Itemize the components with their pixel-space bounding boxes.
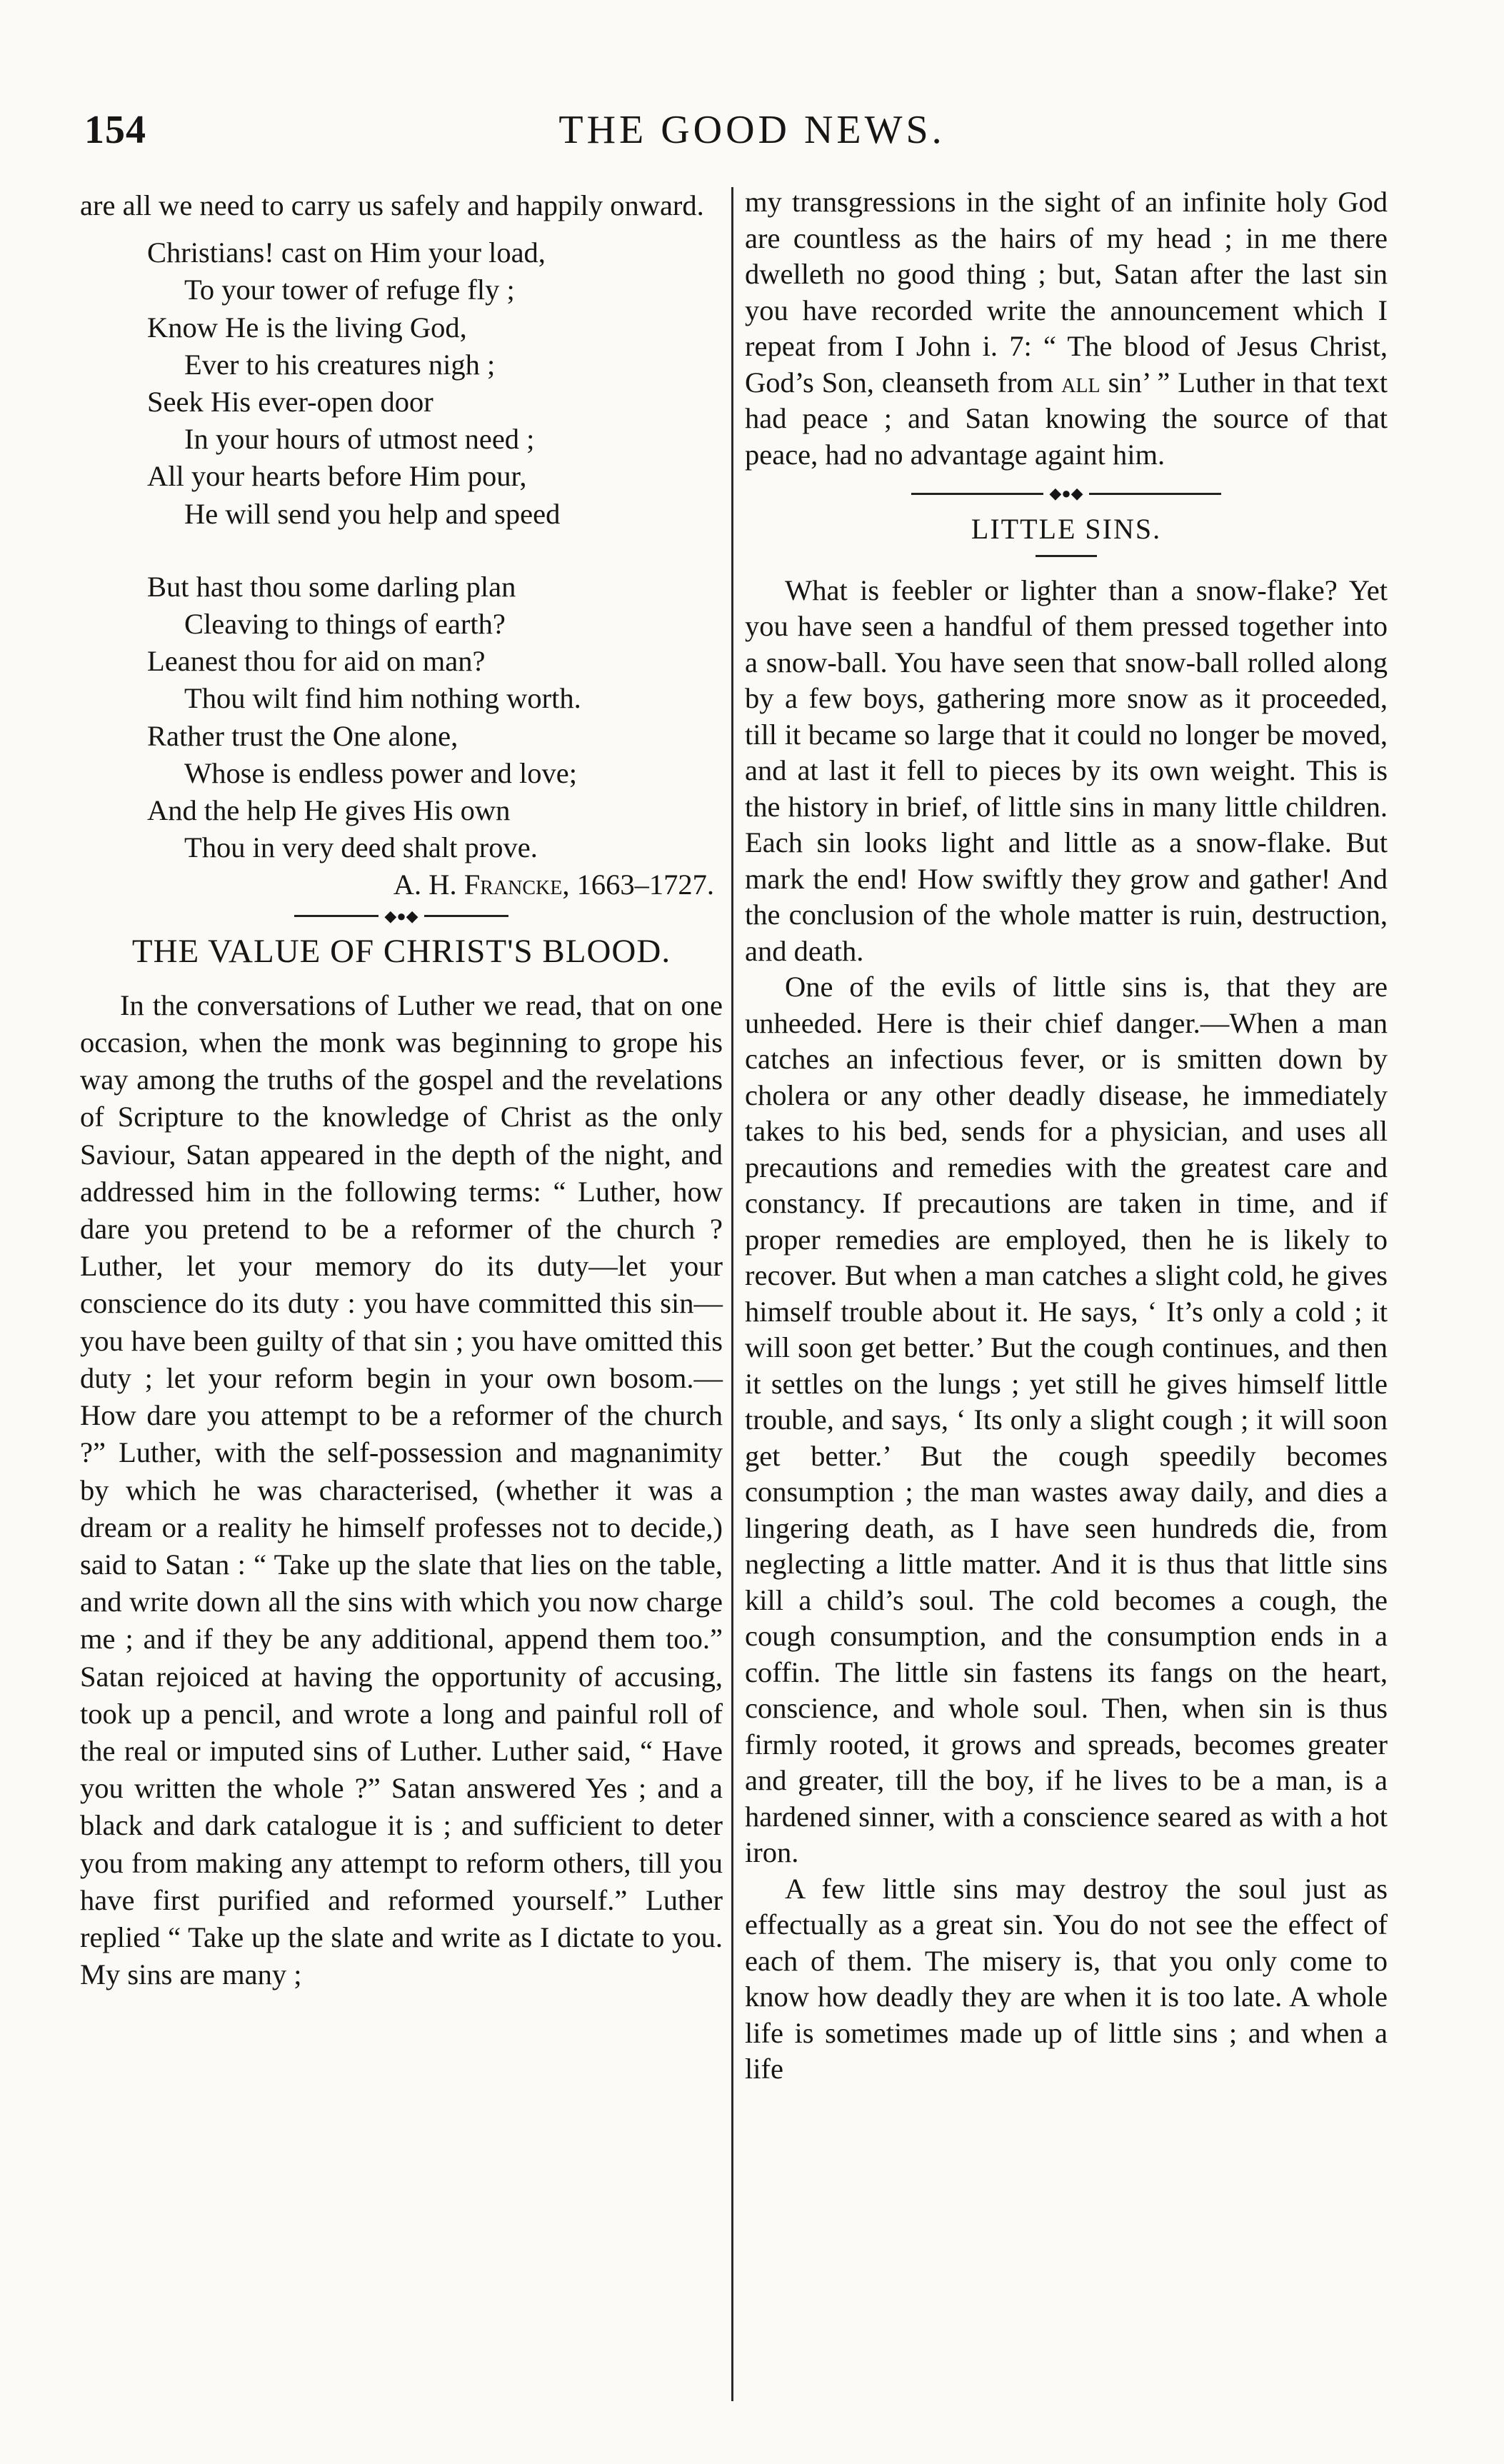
article-title: LITTLE SINS.: [971, 513, 1162, 545]
article-paragraph: What is feebler or lighter than a snow-flake? Yet you have seen a handful of them pressed together into a snow-ball. You have seen that snow-ball rolled along by a few boys, gathering more snow as it proceeded, till it became so large that it could no longer be moved, and at last it fell to pieces by its own weight. This is the history in brief, of little sins in many little children. Each sin looks light and little as a snow-flake. But mark the end! How swiftly they grow and gather! And the conclusion of the whole matter is ruin, destruction, and death.: [745, 574, 1388, 967]
poem-line: In your hours of utmost need ;: [184, 423, 535, 456]
right-column: [745, 184, 1388, 2088]
section-divider: [745, 481, 1388, 506]
divider-ornament: ◆●◆: [384, 906, 418, 925]
divider-bar: [1089, 493, 1221, 495]
article-paragraph: A few little sins may destroy the soul just as effectually as a great sin. You do not see the effect of each of them. The misery is, that you only come to know how deadly they are when it is too late. A whole life is sometimes made up of little sins ; and when a life: [745, 1872, 1388, 2085]
poem-line: Whose is endless power and love;: [184, 756, 577, 789]
poem-line: Seek His ever-open door: [147, 386, 433, 419]
poem-line: Ever to his creatures nigh ;: [184, 348, 496, 381]
article-title: THE VALUE OF CHRIST'S BLOOD.: [131, 932, 671, 970]
poem-line: Leanest thou for aid on man?: [147, 645, 486, 678]
continued-text: sin’ ” Luther in that text had peace ; and Satan knowing the source of that peace, had no advantage againt him.: [745, 366, 1388, 471]
divider-ornament: ◆●◆: [1049, 484, 1083, 502]
poem-line: Thou wilt find him nothing worth.: [184, 682, 581, 715]
poem-stanza-2: [80, 569, 723, 867]
poem-stanza-1: [80, 234, 723, 533]
poem-line: Rather trust the One alone,: [147, 719, 458, 752]
poem-line: Thou in very deed shalt prove.: [184, 831, 538, 864]
divider-bar: [424, 915, 508, 917]
poem-line: But hast thou some darling plan: [147, 570, 516, 603]
poem-line: Cleaving to things of earth?: [184, 608, 506, 641]
column-rule: [731, 187, 733, 2401]
divider-bar: [911, 493, 1043, 495]
section-divider: [80, 904, 723, 928]
page-header: [0, 107, 1504, 164]
poem-attribution: [80, 866, 723, 903]
opening-paragraph: are all we need to carry us safely and happily onward.: [80, 189, 704, 221]
poem-line: And the help He gives His own: [147, 794, 511, 827]
article-paragraph: One of the evils of little sins is, that they are unheeded. Here is their chief danger.—When a man catches an infectious fever, or is smitten down by cholera or any other deadly disease, he immediately takes to his bed, sends for a physician, and uses all precautions and remedies with the greatest care and constancy. If precautions are taken in time, and if proper remedies are employed, then he is likely to recover. But when a man catches a slight cold, he gives himself trouble about it. He says, ‘ It’s only a cold ; it will soon get better.’ But the cough continues, and then it settles on the lungs ; yet still he gives himself little trouble, and says, ‘ Its only a slight cough ; it will soon get better.’ But the cough speedily becomes consumption ; the man wastes away daily, and dies a lingering death, as I have seen hundreds die, from neglecting a little matter. And it is thus that little sins kill a child’s soul. The cold becomes a cough, the cough consumption, and the consumption ends in a coffin. The little sin fastens its fangs on the heart, conscience, and whole soul. Then, when sin is thus firmly rooted, it grows and spreads, becomes greater and greater, till the boy, if he lives to be a man, is a hardened sinner, with a conscience seared as with a hot iron.: [745, 971, 1388, 1868]
title-underline: [1036, 555, 1097, 557]
attribution-initials: A. H.: [393, 868, 457, 901]
poem-line: All your hearts before Him pour,: [147, 460, 527, 493]
poem-line: Know He is the living God,: [147, 311, 467, 344]
divider-bar: [294, 915, 378, 917]
attribution-years: 1663–1727.: [576, 868, 714, 901]
running-title: THE GOOD NEWS.: [558, 108, 946, 152]
poem-line: To your tower of refuge fly ;: [184, 274, 515, 306]
left-column: [80, 187, 723, 1993]
attribution-name: Francke,: [463, 868, 570, 901]
continued-paragraph: [745, 184, 1388, 473]
small-caps-word: all: [1061, 366, 1101, 399]
poem-line: Christians! cast on Him your load,: [147, 236, 546, 269]
poem-line: He will send you help and speed: [184, 497, 561, 530]
page-number: 154: [84, 108, 146, 152]
article-paragraph: In the conversations of Luther we read, that on one occasion, when the monk was beginning to grope his way among the truths of the gospel and the revelations of Scripture to the knowledge of Christ as the only Saviour, Satan appeared in the depth of the night, and addressed him in the following terms: “ Luther, how dare you pretend to be a reformer of the church ? Luther, let your memory do its duty—let your conscience do its duty : you have committed this sin—you have been guilty of that sin ; you have omitted this duty ; let your reform begin in your own bosom.—How dare you attempt to be a reformer of the church ?” Luther, with the self-possession and magnanimity by which he was characterised, (whether it was a dream or a reality he himself professes not to decide,) said to Satan : “ Take up the slate that lies on the table, and write down all the sins with which you now charge me ; and if they be any additional, append them too.” Satan rejoiced at having the opportunity of accusing, took up a pencil, and wrote a long and painful roll of the real or imputed sins of Luther. Luther said, “ Have you written the whole ?” Satan answered Yes ; and a black and dark catalogue it is ; and sufficient to deter you from making any attempt to reform others, till you have first purified and reformed yourself.” Luther replied “ Take up the slate and write as I dictate to you. My sins are many ;: [80, 988, 723, 1991]
continued-text: my transgressions in the sight of an infinite holy God are countless as the hairs of my head ; in me there dwelleth no good thing ; but, Satan after the last sin you have recorded write the announcement which I repeat from I John i. 7: “ The blood of Jesus Christ, God’s Son, cleanseth from: [745, 186, 1388, 399]
